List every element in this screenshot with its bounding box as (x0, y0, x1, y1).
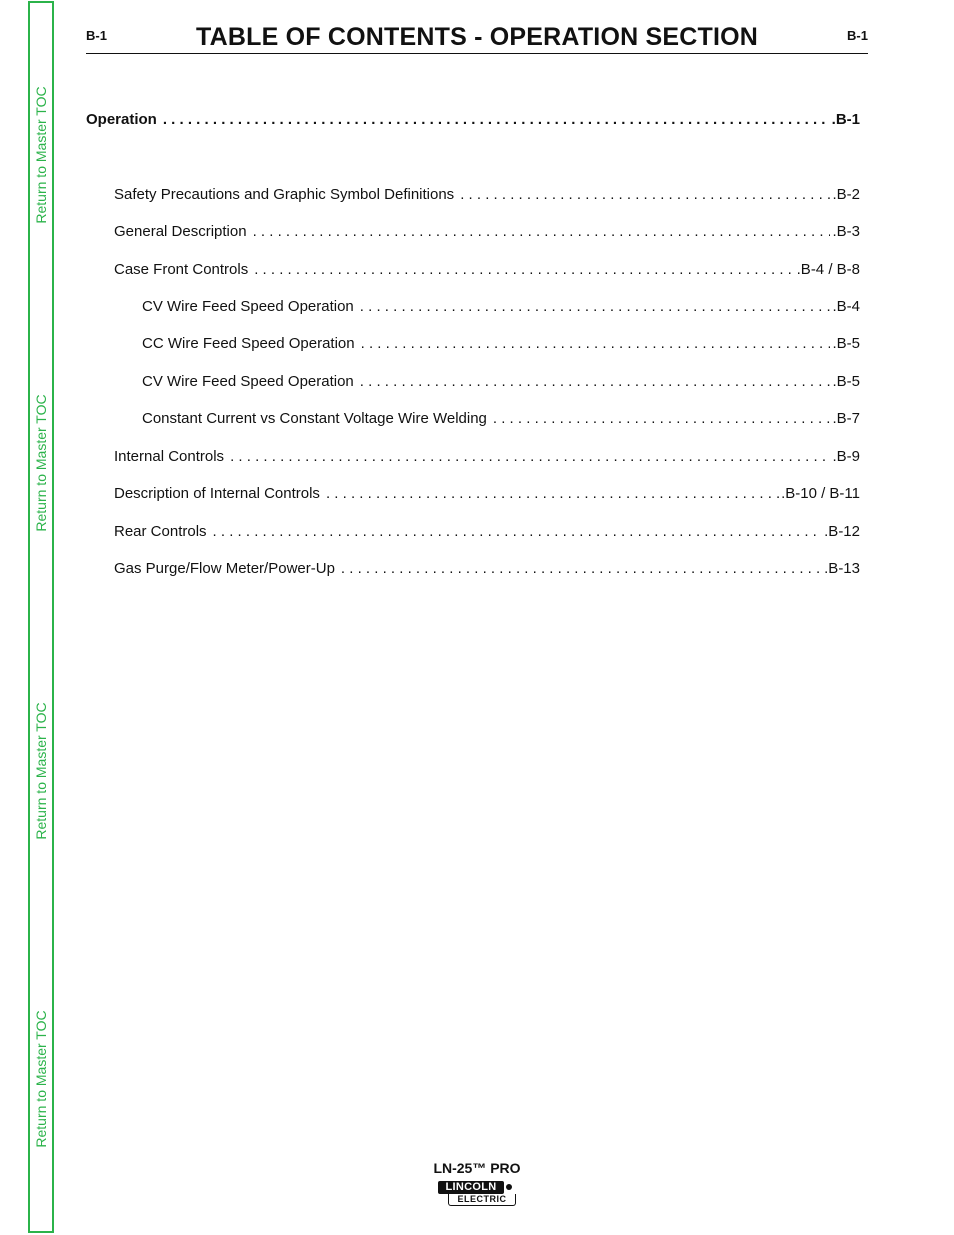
toc-entry-label: Safety Precautions and Graphic Symbol Definitions (114, 186, 455, 203)
title-rule (86, 53, 868, 54)
toc-leader-dots (213, 522, 823, 542)
toc-leader-dots (253, 222, 831, 242)
toc-entry-page: .B-10 / B-11 (781, 485, 860, 502)
toc-entry-description-internal-controls[interactable] (114, 484, 860, 504)
toc-entry-label: Rear Controls (114, 523, 207, 540)
toc-entry-page: .B-5 (832, 335, 860, 352)
page-title: TABLE OF CONTENTS - OPERATION SECTION (195, 23, 759, 51)
toc-entry-page: .B-13 (824, 560, 860, 577)
toc-leader-dots (341, 559, 822, 579)
toc-entry-rear-controls[interactable] (114, 522, 860, 542)
logo-top-text: LINCOLN (438, 1181, 504, 1194)
toc-entry-gas-purge[interactable] (114, 559, 860, 579)
toc-leader-dots (360, 297, 831, 317)
toc-entry-page: .B-3 (832, 223, 860, 240)
toc-entry-page: .B-4 (832, 298, 860, 315)
toc-leader-dots (361, 334, 831, 354)
return-to-master-toc-link-3[interactable]: Return to Master TOC (33, 702, 49, 840)
toc-leader-dots (230, 447, 830, 467)
toc-entry-label: Gas Purge/Flow Meter/Power-Up (114, 560, 335, 577)
toc-entry-page: .B-9 (832, 448, 860, 465)
toc-leader-dots (163, 110, 830, 130)
toc-leader-dots (326, 484, 779, 504)
toc-entry-cv-wire-feed-speed-1[interactable] (142, 297, 860, 317)
toc-entry-label: Constant Current vs Constant Voltage Wire Welding (142, 410, 487, 427)
toc-entry-general-description[interactable] (114, 222, 860, 242)
toc-leader-dots (360, 372, 831, 392)
toc-leader-dots (493, 409, 831, 429)
toc-entry-label: Internal Controls (114, 448, 225, 465)
registered-mark-icon (506, 1184, 512, 1190)
toc-entry-label: Description of Internal Controls (114, 485, 320, 502)
logo-bottom-text: ELECTRIC (448, 1194, 516, 1206)
toc-entry-page: .B-7 (832, 410, 860, 427)
toc-entry-cv-wire-feed-speed-2[interactable] (142, 372, 860, 392)
toc-entry-page: .B-5 (832, 373, 860, 390)
toc-entry-page: .B-1 (831, 111, 860, 128)
toc-entry-label: Operation (86, 111, 157, 128)
toc-entry-page: .B-12 (824, 523, 860, 540)
toc-entry-cc-wire-feed-speed[interactable] (142, 334, 860, 354)
toc-leader-dots (460, 185, 830, 205)
return-to-master-toc-link-1[interactable]: Return to Master TOC (33, 86, 49, 224)
toc-entry-label: CV Wire Feed Speed Operation (142, 373, 354, 390)
toc-entry-cc-vs-cv-welding[interactable] (142, 409, 860, 429)
return-to-master-toc-link-2[interactable]: Return to Master TOC (33, 394, 49, 532)
toc-entry-label: CV Wire Feed Speed Operation (142, 298, 354, 315)
toc-entry-page: .B-2 (832, 186, 860, 203)
toc-entry-case-front-controls[interactable] (114, 260, 860, 280)
toc-entry-label: Case Front Controls (114, 261, 249, 278)
lincoln-electric-logo (438, 1181, 516, 1208)
toc-entry-safety-precautions[interactable] (114, 185, 860, 205)
section-code-right: B-1 (847, 28, 868, 43)
toc-leader-dots (254, 260, 794, 280)
toc-entry-internal-controls[interactable] (114, 447, 860, 467)
toc-entry-label: CC Wire Feed Speed Operation (142, 335, 355, 352)
toc-entry-label: General Description (114, 223, 247, 240)
product-model: LN-25™ PRO (433, 1160, 521, 1176)
section-code-left: B-1 (86, 28, 107, 43)
toc-entry-operation[interactable] (86, 110, 860, 130)
toc-entry-page: .B-4 / B-8 (796, 261, 860, 278)
return-to-master-toc-link-4[interactable]: Return to Master TOC (33, 1010, 49, 1148)
